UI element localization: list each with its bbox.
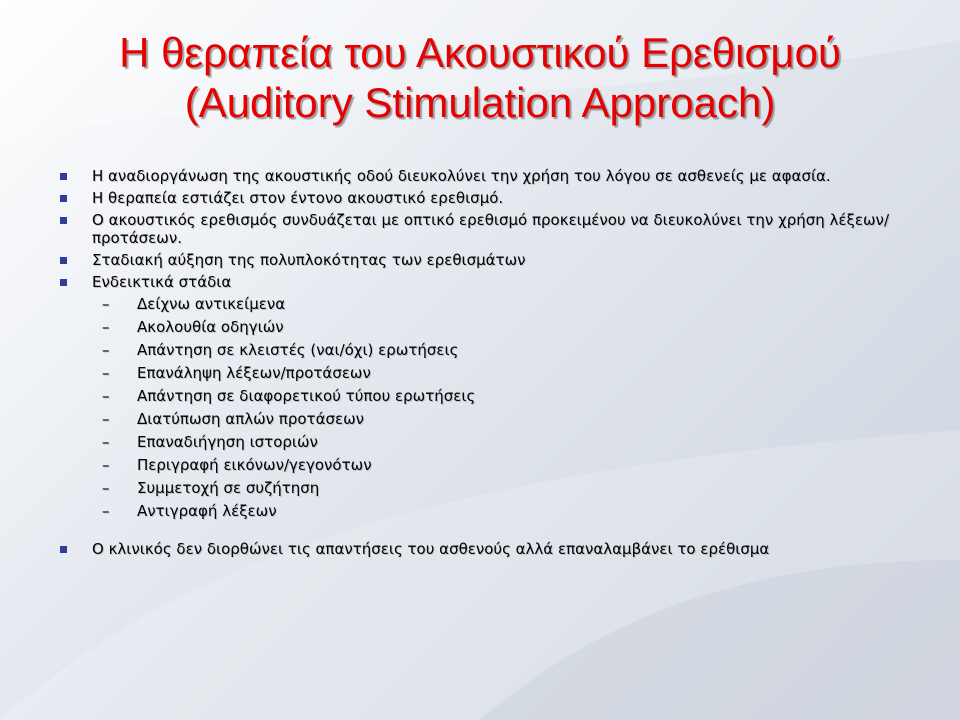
- sub-bullet-text: Περιγραφή εικόνων/γεγονότων: [137, 456, 372, 474]
- sub-bullet-text: Συμμετοχή σε συζήτηση: [137, 479, 320, 497]
- sub-bullet-item: [92, 318, 918, 336]
- sub-bullet-text: Διατύπωση απλών προτάσεων: [137, 410, 365, 428]
- sub-bullet-text: Απάντηση σε διαφορετικού τύπου ερωτήσεις: [137, 387, 476, 405]
- sub-bullet-item: [92, 295, 918, 313]
- dash-glyph: –: [102, 456, 110, 474]
- bullet-item-stages: [58, 273, 918, 520]
- sub-bullet-item: [92, 479, 918, 497]
- dash-glyph: –: [102, 318, 110, 336]
- sub-bullet-item: [92, 364, 918, 382]
- square-bullet-icon: [60, 217, 67, 224]
- dash-glyph: –: [102, 410, 110, 428]
- bullet-item: [58, 211, 918, 247]
- bullet-text: Η αναδιοργάνωση της ακουστικής οδού διευκολύνει την χρήση του λόγου σε ασθενείς με αφασία.: [92, 167, 831, 185]
- dash-glyph: –: [102, 502, 110, 520]
- sub-bullet-text: Απάντηση σε κλειστές (ναι/όχι) ερωτήσεις: [137, 341, 459, 359]
- slide-title: [0, 28, 960, 128]
- bullet-item: [58, 167, 918, 185]
- sub-bullet-text: Επαναδιήγηση ιστοριών: [137, 433, 318, 451]
- slide-title-line-2: (Auditory Stimulation Approach): [184, 79, 776, 126]
- bullet-item: [58, 189, 918, 207]
- bullet-text: Σταδιακή αύξηση της πολυπλοκότητας των ερεθισμάτων: [92, 251, 526, 269]
- sub-bullet-item: [92, 341, 918, 359]
- sub-bullet-text: Ακολουθία οδηγιών: [137, 318, 284, 336]
- dash-glyph: –: [102, 295, 110, 313]
- square-bullet-icon: [60, 257, 67, 264]
- sub-bullet-text: Επανάληψη λέξεων/προτάσεων: [137, 364, 371, 382]
- bullet-text: Ο κλινικός δεν διορθώνει τις απαντήσεις του ασθενούς αλλά επαναλαμβάνει το ερέθισμα: [92, 540, 770, 558]
- sub-bullet-item: [92, 410, 918, 428]
- dash-glyph: –: [102, 364, 110, 382]
- sub-bullet-item: [92, 387, 918, 405]
- bullet-text: Η θεραπεία εστιάζει στον έντονο ακουστικό ερεθισμό.: [92, 189, 504, 207]
- square-bullet-icon: [60, 173, 67, 180]
- sub-bullet-item: [92, 433, 918, 451]
- slide-body: [58, 167, 918, 562]
- dash-glyph: –: [102, 433, 110, 451]
- slide-title-line-1: Η θεραπεία του Ακουστικού Ερεθισμού: [119, 29, 841, 76]
- sub-bullet-list: [92, 295, 918, 520]
- bullet-text: Ενδεικτικά στάδια: [92, 273, 232, 291]
- square-bullet-icon: [60, 279, 67, 286]
- square-bullet-icon: [60, 546, 67, 553]
- dash-glyph: –: [102, 479, 110, 497]
- dash-glyph: –: [102, 387, 110, 405]
- sub-bullet-item: [92, 502, 918, 520]
- bullet-item: [58, 251, 918, 269]
- bullet-list: [58, 167, 918, 558]
- sub-bullet-item: [92, 456, 918, 474]
- sub-bullet-text: Δείχνω αντικείμενα: [137, 295, 286, 313]
- bullet-text: Ο ακουστικός ερεθισμός συνδυάζεται με οπτικό ερεθισμό προκειμένου να διευκολύνει την χρήση λέξεων/προτάσεων.: [92, 211, 889, 247]
- dash-glyph: –: [102, 341, 110, 359]
- bullet-item-final: [58, 540, 918, 558]
- sub-bullet-text: Αντιγραφή λέξεων: [137, 502, 277, 520]
- square-bullet-icon: [60, 195, 67, 202]
